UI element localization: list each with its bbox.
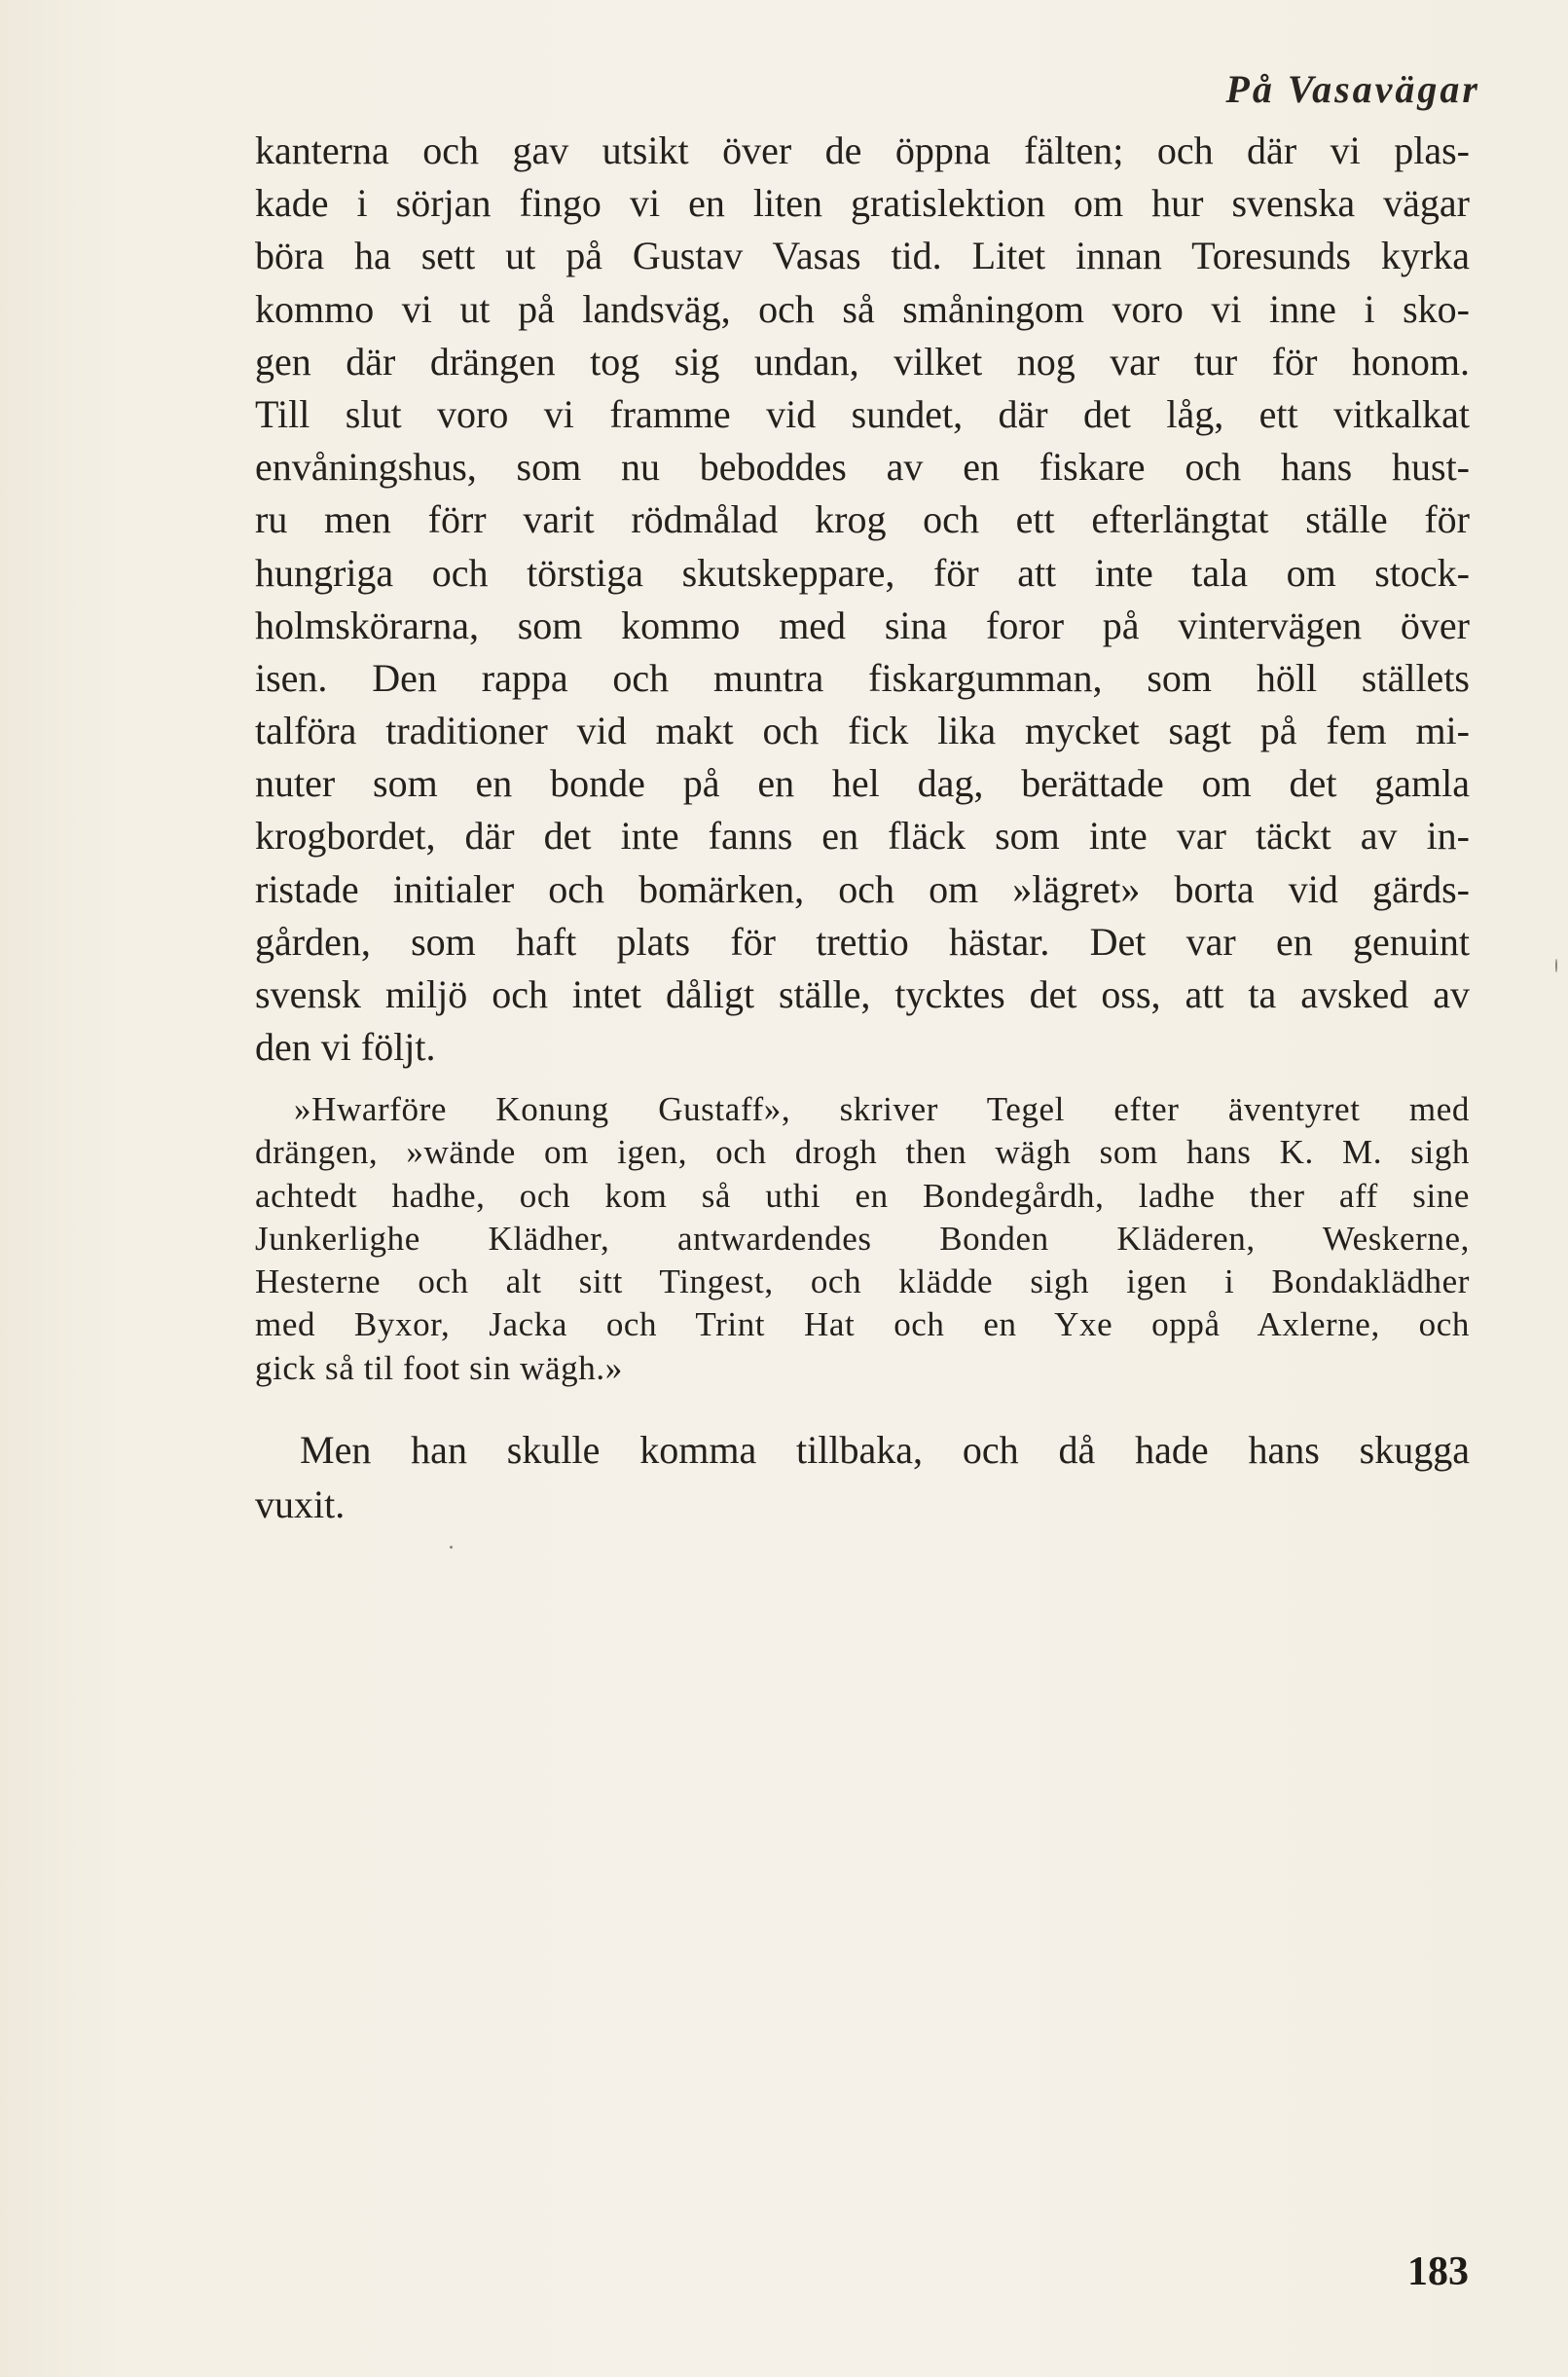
main-paragraph <box>255 125 1470 1074</box>
text-line: envåningshus, som nu beboddes av en fiskare och hans hust- <box>255 445 1470 490</box>
text-line: talföra traditioner vid makt och fick lika mycket sagt på fem mi- <box>255 709 1470 753</box>
quote-line: Hesterne och alt sitt Tingest, och klädde sigh igen i Bondaklädher <box>255 1262 1470 1301</box>
quote-line: achtedt hadhe, och kom så uthi en Bondegårdh, ladhe ther aff sine <box>255 1176 1470 1215</box>
text-line: gården, som haft plats för trettio hästar. Det var en genuint <box>255 919 1470 964</box>
text-line: böra ha sett ut på Gustav Vasas tid. Litet innan Toresunds kyrka <box>255 234 1470 278</box>
paper-speck <box>450 1546 453 1549</box>
text-line: kade i sörjan fingo vi en liten gratislektion om hur svenska vägar <box>255 181 1470 226</box>
paper-speck <box>1555 959 1557 972</box>
quote-line: »Hwarföre Konung Gustaff», skriver Tegel efter äventyret med <box>294 1090 1470 1128</box>
page-number: 183 <box>1407 2249 1469 2294</box>
text-line: gen där drängen tog sig undan, vilket nog var tur för honom. <box>255 339 1470 384</box>
text-line: svensk miljö och intet dåligt ställe, tycktes det oss, att ta avsked av <box>255 972 1470 1016</box>
closing-line: Men han skulle komma tillbaka, och då hade hans skugga <box>300 1428 1470 1472</box>
text-line: den vi följt. <box>255 1025 436 1070</box>
quote-line: drängen, »wände om igen, och drogh then wägh som hans K. M. sigh <box>255 1133 1470 1172</box>
text-line: nuter som en bonde på en hel dag, berättade om det gamla <box>255 761 1470 806</box>
quote-line: med Byxor, Jacka och Trint Hat och en Yxe oppå Axlerne, och <box>255 1305 1470 1344</box>
text-line: holmskörarna, som kommo med sina foror på vintervägen över <box>255 603 1470 647</box>
running-header: På Vasavägar <box>1225 67 1480 111</box>
quote-line: gick så til foot sin wägh.» <box>255 1348 623 1387</box>
text-line: kommo vi ut på landsväg, och så småningom voro vi inne i sko- <box>255 286 1470 331</box>
text-line: ristade initialer och bomärken, och om »lägret» borta vid gärds- <box>255 866 1470 911</box>
text-line: isen. Den rappa och muntra fiskargumman, som höll ställets <box>255 655 1470 700</box>
closing-line: vuxit. <box>255 1482 346 1526</box>
quote-paragraph <box>255 1088 1470 1390</box>
text-line: hungriga och törstiga skutskeppare, för att inte tala om stock- <box>255 550 1470 595</box>
closing-paragraph <box>255 1423 1470 1532</box>
text-line: kanterna och gav utsikt över de öppna fälten; och där vi plas- <box>255 128 1470 172</box>
text-line: krogbordet, där det inte fanns en fläck som inte var täckt av in- <box>255 814 1470 859</box>
quote-line: Junkerlighe Klädher, antwardendes Bonden Kläderen, Weskerne, <box>255 1219 1470 1258</box>
text-line: ru men förr varit rödmålad krog och ett efterlängtat ställe för <box>255 497 1470 542</box>
text-line: Till slut voro vi framme vid sundet, där det låg, ett vitkalkat <box>255 391 1470 436</box>
